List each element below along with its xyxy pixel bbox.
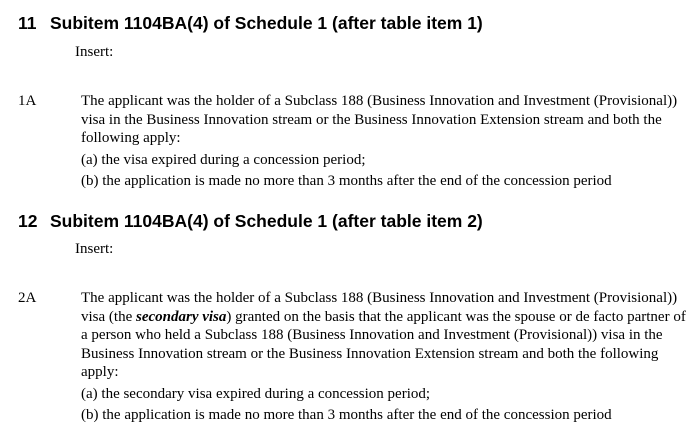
section-title: Subitem 1104BA(4) of Schedule 1 (after table item 2) [50, 211, 483, 231]
section-11-heading [18, 13, 483, 33]
paragraph-a: (a) the visa expired during a concession period; [81, 151, 366, 168]
insert-label: Insert: [75, 241, 114, 257]
defined-term: secondary visa [135, 308, 227, 325]
section-number: 11 [18, 13, 37, 33]
table-item-text [81, 289, 693, 425]
section-title: Subitem 1104BA(4) of Schedule 1 (after table item 1) [50, 13, 483, 33]
section-12-heading [18, 211, 483, 231]
table-item-id: 2A [18, 290, 37, 306]
paragraph-b: (b) the application is made no more than 3 months after the end of the concession period [81, 407, 612, 423]
table-item-text [81, 92, 693, 191]
item-text-part: The applicant was the holder of a Subclass 188 (Business Innovation and Investment (Provisional)) visa (the [81, 290, 678, 325]
item-description [81, 289, 693, 382]
insert-label: Insert: [75, 44, 114, 60]
item-description: The applicant was the holder of a Subclass 188 (Business Innovation and Investment (Provisional)) visa in the Business Innovation stream or the Business Innovation Extension stream and both the following apply: [81, 93, 678, 146]
paragraph-b: (b) the application is made no more than 3 months after the end of the concession period [81, 173, 612, 189]
section-number: 12 [18, 211, 38, 231]
paragraph-a: (a) the secondary visa expired during a concession period; [81, 385, 431, 402]
item-text-part: ) granted on the basis that the applicant was the spouse or de facto partner of a person who held a Subclass 188 (Business Innovation and Investment (Provisional)) visa in the Business Innovation stream or the Business Innovation Extension stream and both the following apply: [81, 308, 686, 380]
table-item-id: 1A [18, 93, 37, 109]
